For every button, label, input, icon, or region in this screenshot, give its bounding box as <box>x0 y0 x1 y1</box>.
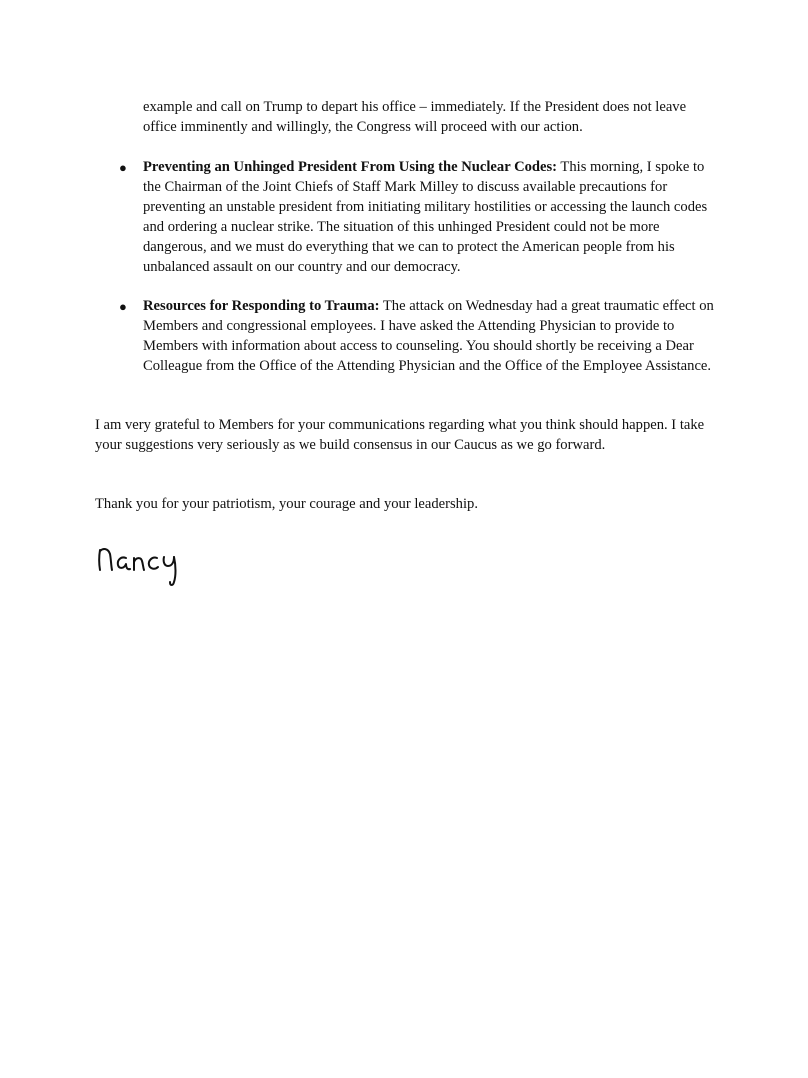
bullet-heading: Preventing an Unhinged President From Using the Nuclear Codes: <box>143 159 558 175</box>
gratitude-paragraph: I am very grateful to Members for your communications regarding what you think should happen. I take your suggestions very seriously as we build consensus in our Caucus as we go forward. <box>95 417 705 453</box>
closing-paragraph: Thank you for your patriotism, your courage and your leadership. <box>95 496 478 512</box>
bullet-body: This morning, I spoke to the Chairman of the Joint Chiefs of Staff Mark Milley to discuss available precautions for preventing an unstable president from initiating military hostilities or accessing the launch codes and ordering a nuclear strike. The situation of this unhinged President could not be more dangerous, and we must do everything that we can to protect the American people from his unbalanced assault on our country and our democracy. <box>143 159 708 275</box>
bullet-icon: ● <box>119 299 127 314</box>
bullet-item-nuclear-codes <box>119 158 723 277</box>
bullet-text <box>143 159 707 275</box>
bullet-icon: ● <box>119 160 127 175</box>
bullet-item-trauma-resources <box>119 297 723 377</box>
bullet-heading: Resources for Responding to Trauma: <box>143 298 380 314</box>
continuation-paragraph: example and call on Trump to depart his office – immediately. If the President does not leave office imminently and willingly, the Congress will proceed with our action. <box>143 99 687 135</box>
handwritten-signature <box>94 536 204 592</box>
bullet-body: The attack on Wednesday had a great traumatic effect on Members and congressional employees. I have asked the Attending Physician to provide to Members with information about access to counseling. You should shortly be receiving a Dear Colleague from the Office of the Attending Physician and the Office of the Employee Assistance. <box>143 298 714 374</box>
bullet-text <box>143 298 714 374</box>
signature-drawing <box>94 536 204 592</box>
